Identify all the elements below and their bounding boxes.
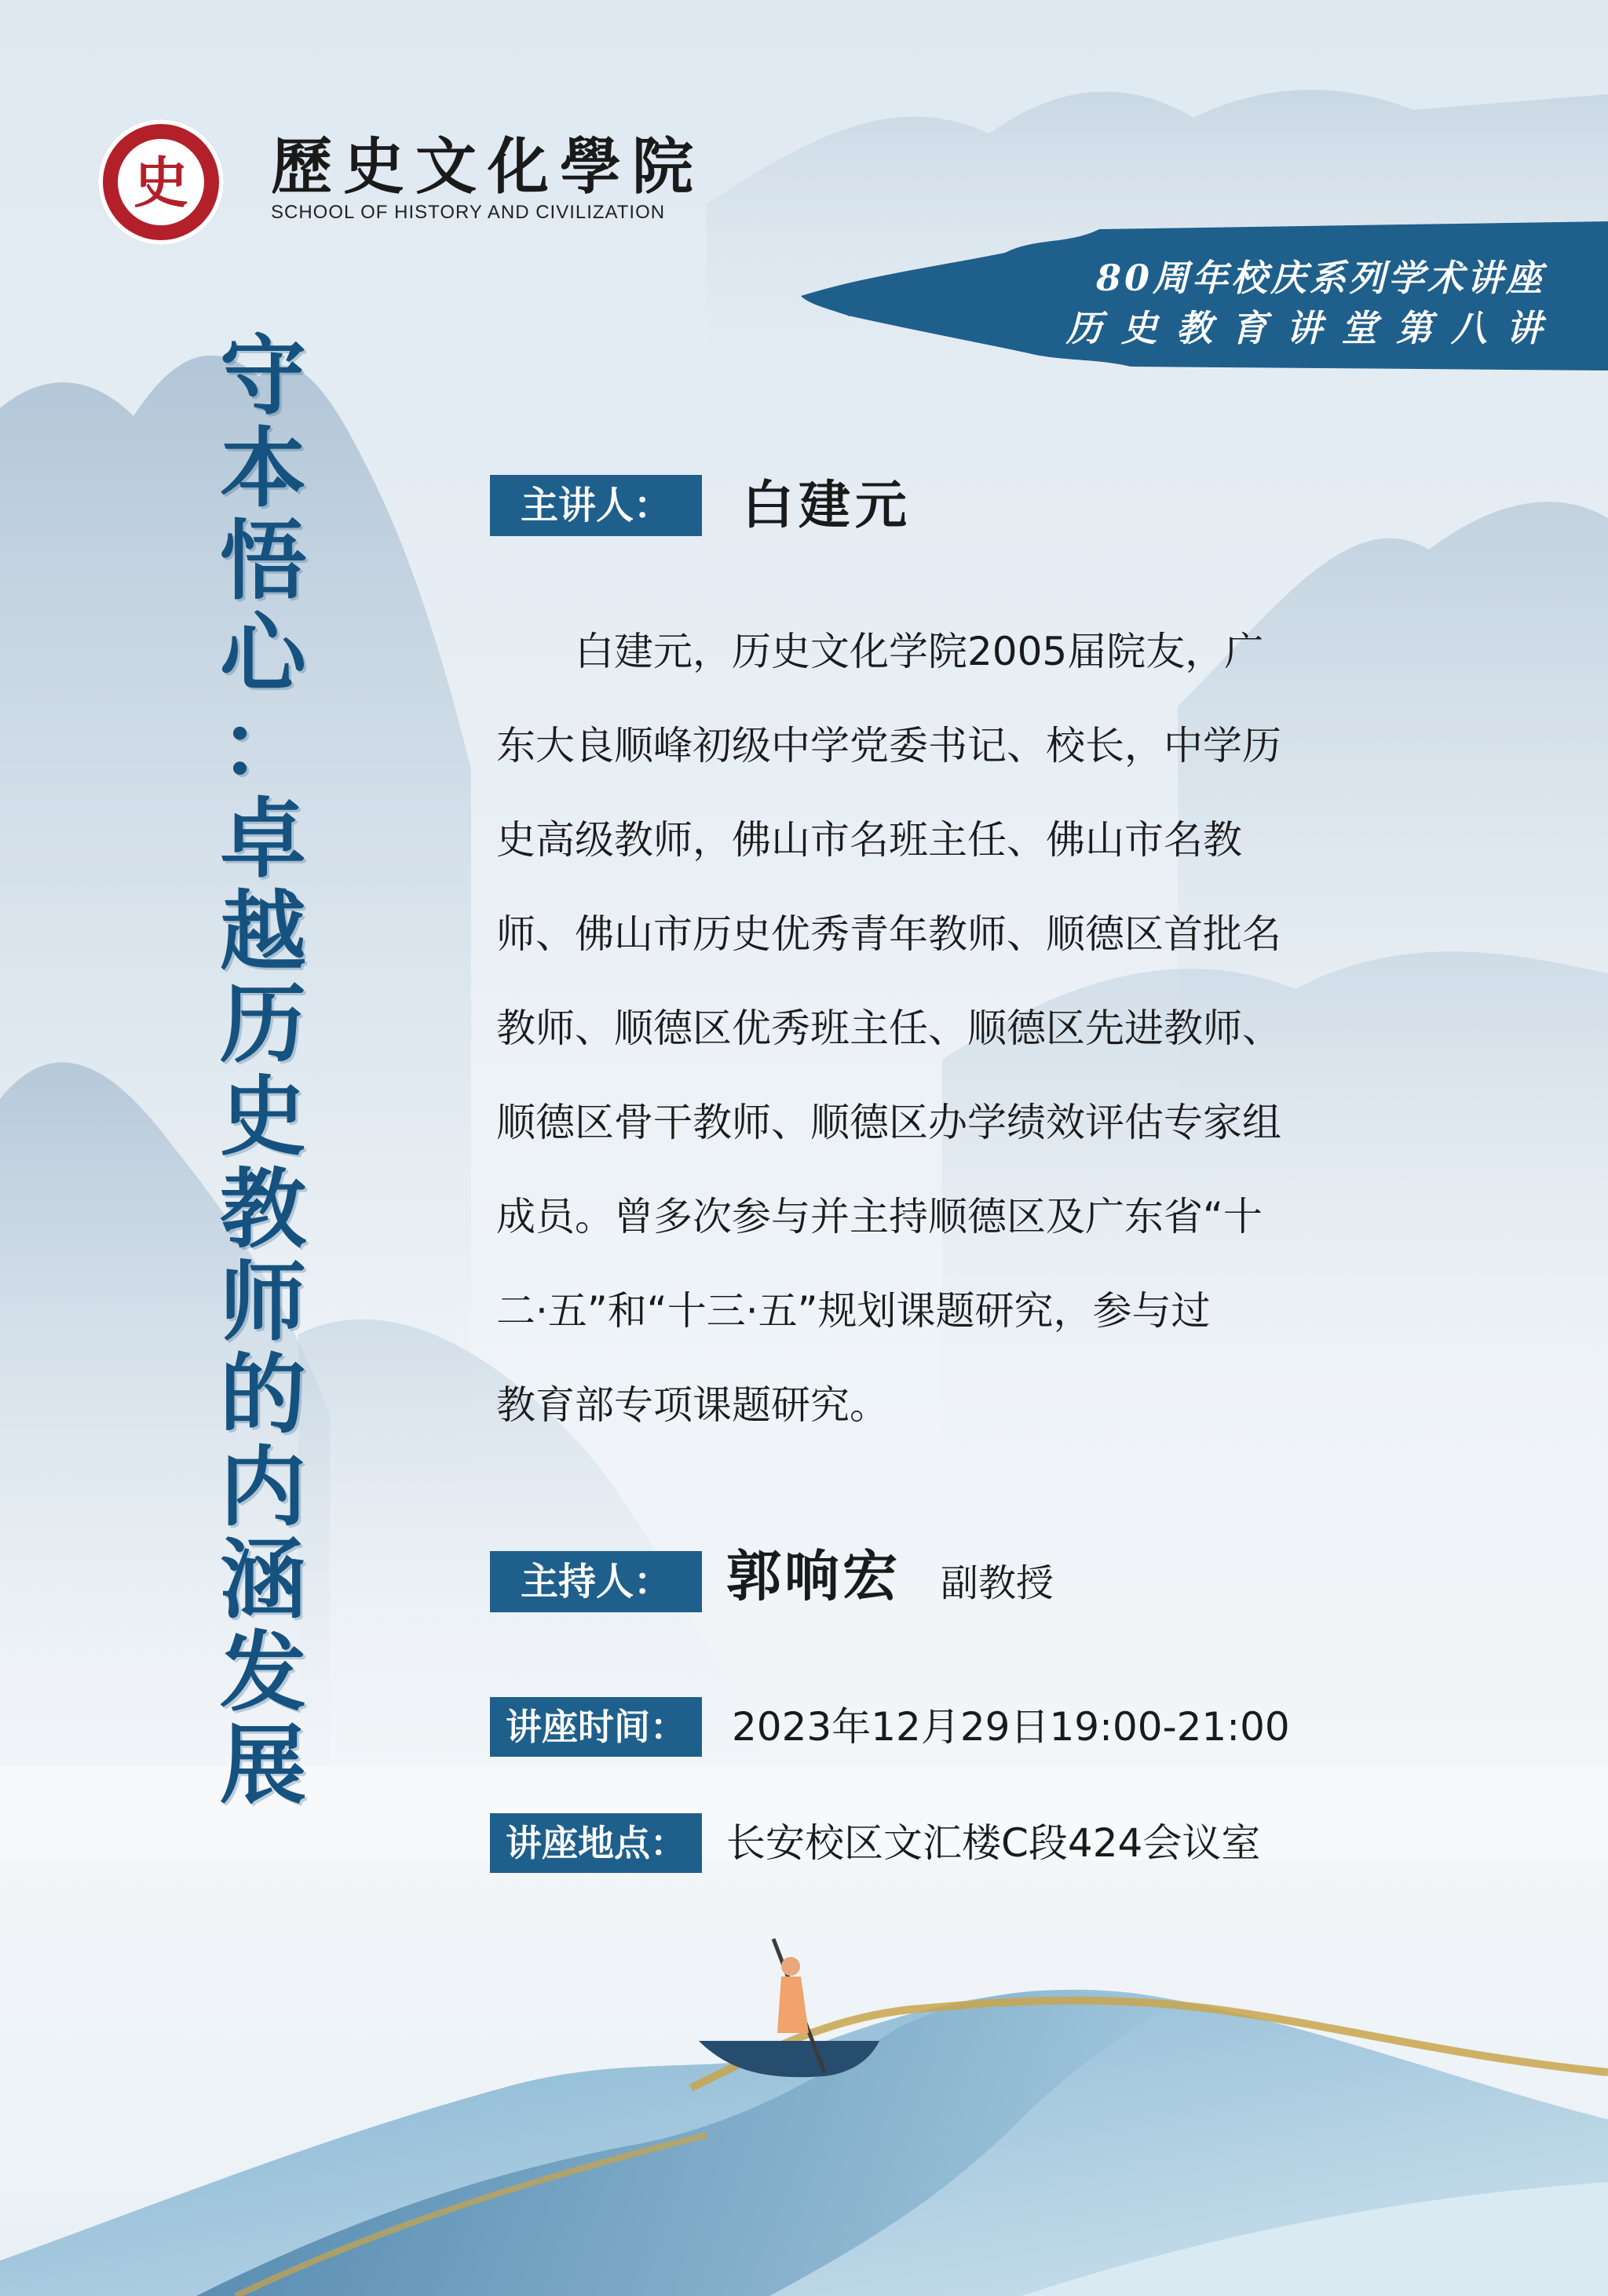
title-char: 守 [220, 325, 306, 426]
title-char: 越 [220, 881, 306, 982]
speaker-label: 主讲人： [490, 475, 702, 536]
venue-label: 讲座地点： [490, 1813, 702, 1873]
title-char: 历 [220, 973, 306, 1075]
title-char: 师 [220, 1251, 306, 1352]
title-char: 史 [220, 1066, 306, 1167]
title-char: 内 [220, 1436, 306, 1538]
title-char: 本 [220, 418, 306, 519]
title-char: 教 [220, 1159, 306, 1260]
school-name-en: SCHOOL OF HISTORY AND CIVILIZATION [271, 202, 666, 223]
title-char: 卓 [220, 788, 306, 889]
bio-line: 师、佛山市历史优秀青年教师、顺德区首批名 [496, 911, 1281, 957]
bio-line: 教师、顺德区优秀班主任、顺德区先进教师、 [496, 1006, 1281, 1051]
bio-line: 史高级教师，佛山市名班主任、佛山市名教 [496, 817, 1242, 863]
host-name: 郭响宏 [726, 1543, 901, 1608]
school-name-cn: 歷史文化學院 [271, 131, 705, 203]
title-char: 心 [220, 603, 306, 704]
series-title-line1: 80周年校庆系列学术讲座 [1095, 257, 1545, 299]
title-char: 的 [220, 1344, 306, 1445]
title-char: 发 [220, 1622, 306, 1723]
title-char: 涵 [220, 1529, 306, 1630]
bio-line: 白建元，历史文化学院2005届院友，广 [496, 629, 1264, 674]
time-label: 讲座时间： [490, 1697, 702, 1757]
lecture-title-vertical [181, 325, 345, 1816]
bio-line: 东大良顺峰初级中学党委书记、校长，中学历 [496, 723, 1281, 768]
series-title-line2: 历 史 教 育 讲 堂 第 八 讲 [1065, 307, 1545, 349]
speaker-name: 白建元 [742, 474, 912, 535]
host-label: 主持人： [490, 1551, 702, 1612]
bio-line: 成员。曾多次参与并主持顺德区及广东省“十 [496, 1194, 1263, 1239]
title-char: 悟 [220, 510, 306, 611]
seal-glyph: 史 [133, 150, 188, 215]
host-title: 副教授 [941, 1561, 1054, 1605]
time-value: 2023年12月29日19:00-21:00 [732, 1704, 1290, 1750]
bio-line: 二·五”和“十三·五”规划课题研究，参与过 [496, 1288, 1211, 1334]
speaker-bio [496, 604, 1399, 1452]
bio-line: 教育部专项课题研究。 [496, 1382, 889, 1428]
title-char: ： [220, 695, 306, 797]
bio-line: 顺德区骨干教师、顺德区办学绩效评估专家组 [496, 1100, 1281, 1145]
title-char: 展 [220, 1714, 306, 1816]
venue-value: 长安校区文汇楼C段424会议室 [726, 1820, 1261, 1866]
